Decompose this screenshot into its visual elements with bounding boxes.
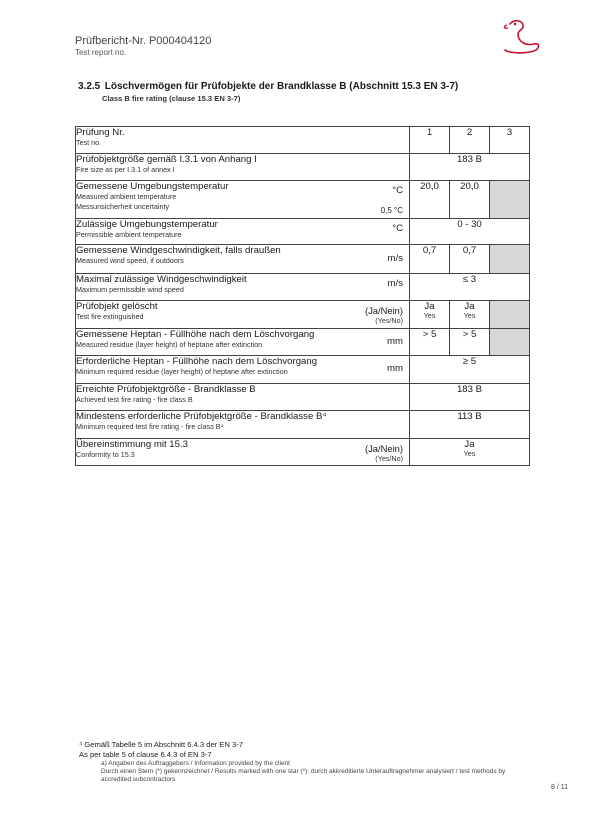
table-row [76, 411, 530, 439]
table-row [76, 301, 530, 329]
row-value-1: > 5 [410, 329, 450, 356]
row-label: Gemessene Windgeschwindigkeit, falls draußen Measured wind speed, if outdoors m/s [76, 245, 410, 274]
row-unit: °C [392, 223, 403, 234]
report-number: Prüfbericht-Nr. P000404120 [75, 35, 212, 47]
row-value: 183 B [410, 384, 530, 411]
row-value: ≤ 3 [410, 274, 530, 301]
table-row [76, 154, 530, 181]
table-row [76, 274, 530, 301]
table-row [76, 219, 530, 245]
col-1-header: 1 [410, 127, 450, 154]
section-title-text: Löschvermögen für Prüfobjekte der Brandklasse B (Abschnitt 15.3 EN 3-7) [104, 81, 459, 92]
row-value-2: 0,7 [450, 245, 490, 274]
row-label: Gemessene Heptan - Füllhöhe nach dem Löschvorgang Measured residue (layer height) of heptane after extinction mm [76, 329, 410, 356]
row-label: Maximal zulässige Windgeschwindigkeit Maximum permissible wind speed m/s [76, 274, 410, 301]
table-row [76, 329, 530, 356]
row-value: 113 B [410, 411, 530, 439]
section-number: 3.2.5 [78, 81, 101, 92]
report-number-en: Test report no. [75, 48, 127, 57]
row-unit: (Ja/Nein) (Yes/No) [364, 443, 403, 463]
footnote-en: As per table 5 of clause 6.4.3 of EN 3-7 [79, 750, 212, 759]
row-unit: m/s [387, 278, 403, 289]
row-value: ≥ 5 [410, 356, 530, 384]
company-logo-icon [498, 16, 544, 58]
row-label: Prüfobjektgröße gemäß I.3.1 von Anhang I Fire size as per I.3.1 of annex I [76, 154, 410, 181]
row-unit: mm [387, 363, 403, 374]
row-value-1: 0,7 [410, 245, 450, 274]
row-label: Erreichte Prüfobjektgröße - Brandklasse B Achieved test fire rating - fire class B [76, 384, 410, 411]
row-unit: mm [387, 336, 403, 347]
row-label: Übereinstimmung mit 15.3 Conformity to 15.3 (Ja/Nein) (Yes/No) [76, 439, 410, 466]
report-header [75, 35, 211, 57]
row-unit: °C [392, 185, 403, 196]
col-2-header: 2 [450, 127, 490, 154]
row-value-3-empty [490, 245, 530, 274]
table-header-row [76, 127, 530, 154]
table-row [76, 384, 530, 411]
row-unit: (Ja/Nein) (Yes/No) [364, 305, 403, 325]
row-label: Mindestens erforderliche Prüfobjektgröße - Brandklasse B⁴ Minimum required test fire rating - fire class B⁴ [76, 411, 410, 439]
fire-rating-table [75, 126, 530, 466]
footnote-accreditation: Durch einen Stern (*) gekennzeichnet / Results marked with one star (*): durch akkreditierte Unterauftragnehmer analysiert / test methods by accredited subcontractors [101, 768, 506, 784]
table-row [76, 439, 530, 466]
row-value: 183 B [410, 154, 530, 181]
table-row [76, 245, 530, 274]
row-value-1: Ja Yes [410, 301, 450, 329]
row-label: Gemessene Umgebungstemperatur Measured ambient temperature Messunsicherheit uncertainty °C 0,5 °C [76, 181, 410, 219]
row-label: Zulässige Umgebungstemperatur Permissible ambient temperature °C [76, 219, 410, 245]
table-row [76, 181, 530, 219]
footnote-client-info: a) Angaben des Auftraggebers / Information provided by the client [101, 760, 290, 767]
section-title [78, 81, 458, 92]
header-label: Prüfung Nr. Test no. [76, 127, 410, 154]
row-value-1: 20,0 [410, 181, 450, 219]
section-title-en: Class B fire rating (clause 15.3 EN 3-7) [102, 94, 241, 103]
col-3-header: 3 [490, 127, 530, 154]
row-uncertainty: 0,5 °C [380, 206, 403, 215]
page-number: 8 / 11 [551, 784, 568, 791]
row-label: Erforderliche Heptan - Füllhöhe nach dem Löschvorgang Minimum required residue (layer height) of heptane after extinction mm [76, 356, 410, 384]
row-value-3-empty [490, 301, 530, 329]
row-label: Prüfobjekt gelöscht Test fire extinguished (Ja/Nein) (Yes/No) [76, 301, 410, 329]
row-value: 0 - 30 [410, 219, 530, 245]
row-unit: m/s [387, 253, 403, 264]
row-value-2: 20,0 [450, 181, 490, 219]
footnotes [79, 740, 521, 785]
table-row [76, 356, 530, 384]
row-value-2: Ja Yes [450, 301, 490, 329]
row-value-3-empty [490, 329, 530, 356]
footnote-de: ⁴ Gemäß Tabelle 5 im Abschnitt 6.4.3 der EN 3-7 [79, 740, 243, 749]
row-value-2: > 5 [450, 329, 490, 356]
row-value: Ja Yes [410, 439, 530, 466]
row-value-3-empty [490, 181, 530, 219]
